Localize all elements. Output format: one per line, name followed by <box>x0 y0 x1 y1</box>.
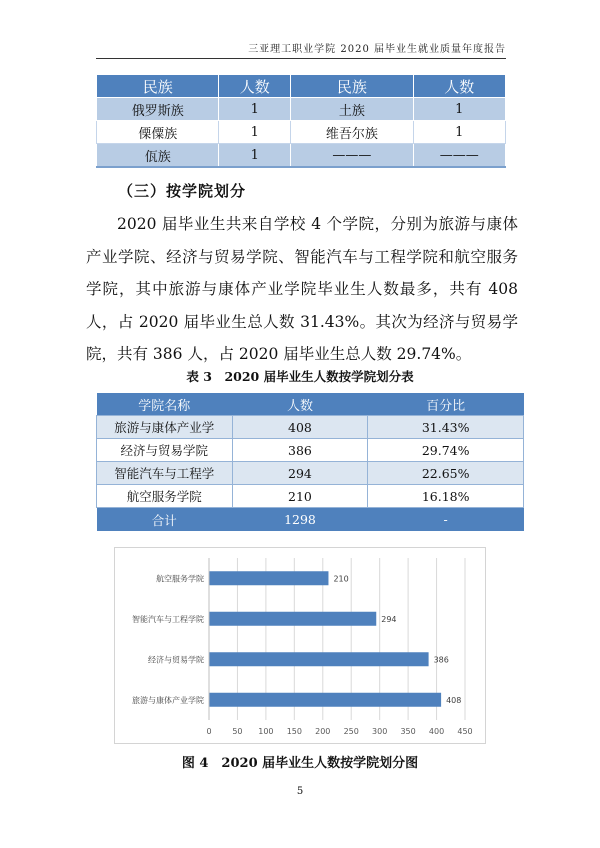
ethnic-table <box>96 74 506 168</box>
table-row <box>97 439 524 462</box>
data-label: 408 <box>446 695 462 705</box>
column-header: 百分比 <box>368 393 524 416</box>
column-header: 民族 <box>97 75 219 98</box>
bar-chart <box>114 547 486 744</box>
bar <box>209 652 429 666</box>
table-cell: 俄罗斯族 <box>97 98 219 121</box>
table-cell: 31.43% <box>368 416 524 439</box>
table-header-row <box>97 393 524 416</box>
header-divider <box>96 58 506 59</box>
x-tick-label: 100 <box>258 727 274 736</box>
table-cell: 1 <box>219 98 291 121</box>
x-tick-label: 450 <box>457 727 473 736</box>
column-header: 民族 <box>291 75 413 98</box>
table-cell: 1 <box>413 121 505 144</box>
table-cell: 合计 <box>97 508 233 532</box>
x-tick-label: 400 <box>428 727 445 736</box>
table-cell: 210 <box>232 485 368 508</box>
table-cell: 408 <box>232 416 368 439</box>
table-cell: 29.74% <box>368 439 524 462</box>
bar-chart-svg <box>115 548 485 743</box>
x-tick-label: 350 <box>400 727 416 736</box>
figure-caption: 图 4 2020 届毕业生人数按学院划分图 <box>181 756 419 771</box>
table-cell: 智能汽车与工程学 <box>97 462 233 485</box>
data-label: 294 <box>381 614 397 624</box>
table-caption: 表 3 2020 届毕业生人数按学院划分表 <box>186 369 414 384</box>
bar <box>209 693 441 707</box>
category-label: 经济与贸易学院 <box>148 655 204 665</box>
table-cell: 1 <box>219 144 291 168</box>
page-header: 三亚理工职业学院 2020 届毕业生就业质量年度报告 <box>248 44 506 55</box>
table-cell: 386 <box>232 439 368 462</box>
page-number: 5 <box>296 786 304 797</box>
table-total-row <box>97 508 524 532</box>
table-cell: 1 <box>413 98 505 121</box>
table-cell: ——— <box>291 144 413 168</box>
x-tick-label: 300 <box>372 727 388 736</box>
table-cell: - <box>368 508 524 532</box>
bar <box>209 612 376 626</box>
body-paragraph: 2020 届毕业生共来自学校 4 个学院，分别为旅游与康体产业学院、经济与贸易学院、智能汽车与工程学院和航空服务学院，其中旅游与康体产业学院毕业生人数最多，共有 408 人，占 2020 届毕业生总人数 31.43%。其次为经济与贸易学院，共有 386 人，占 2020 届毕业生总人数 29.74%。 <box>86 215 518 363</box>
column-header: 人数 <box>232 393 368 416</box>
table-cell: 航空服务学院 <box>97 485 233 508</box>
table-cell: 294 <box>232 462 368 485</box>
column-header: 学院名称 <box>97 393 233 416</box>
table-row <box>97 416 524 439</box>
data-label: 386 <box>433 655 449 665</box>
category-label: 航空服务学院 <box>156 574 204 584</box>
section-heading: （三）按学院划分 <box>118 182 247 200</box>
x-tick-label: 150 <box>286 727 302 736</box>
column-header: 人数 <box>219 75 291 98</box>
category-label: 智能汽车与工程学院 <box>132 614 204 624</box>
table-row <box>97 462 524 485</box>
table-cell: 佤族 <box>97 144 219 168</box>
table-cell: 土族 <box>291 98 413 121</box>
table-row <box>97 485 524 508</box>
table-cell: 傈僳族 <box>97 121 219 144</box>
data-label: 210 <box>333 574 349 584</box>
table-cell: 经济与贸易学院 <box>97 439 233 462</box>
table-cell: 旅游与康体产业学 <box>97 416 233 439</box>
table-cell: 1298 <box>232 508 368 532</box>
table-cell: ——— <box>413 144 505 168</box>
category-label: 旅游与康体产业学院 <box>132 695 204 705</box>
table-row <box>97 121 506 144</box>
table-cell: 16.18% <box>368 485 524 508</box>
x-tick-label: 0 <box>206 727 212 736</box>
table-row <box>97 98 506 121</box>
x-tick-label: 50 <box>232 727 243 736</box>
column-header: 人数 <box>413 75 505 98</box>
x-tick-label: 250 <box>343 727 359 736</box>
table-header-row <box>97 75 506 98</box>
bar <box>209 571 328 585</box>
table-cell: 22.65% <box>368 462 524 485</box>
x-tick-label: 200 <box>315 727 331 736</box>
table-row <box>97 144 506 168</box>
table-cell: 1 <box>219 121 291 144</box>
college-table <box>96 393 524 531</box>
table-cell: 维吾尔族 <box>291 121 413 144</box>
